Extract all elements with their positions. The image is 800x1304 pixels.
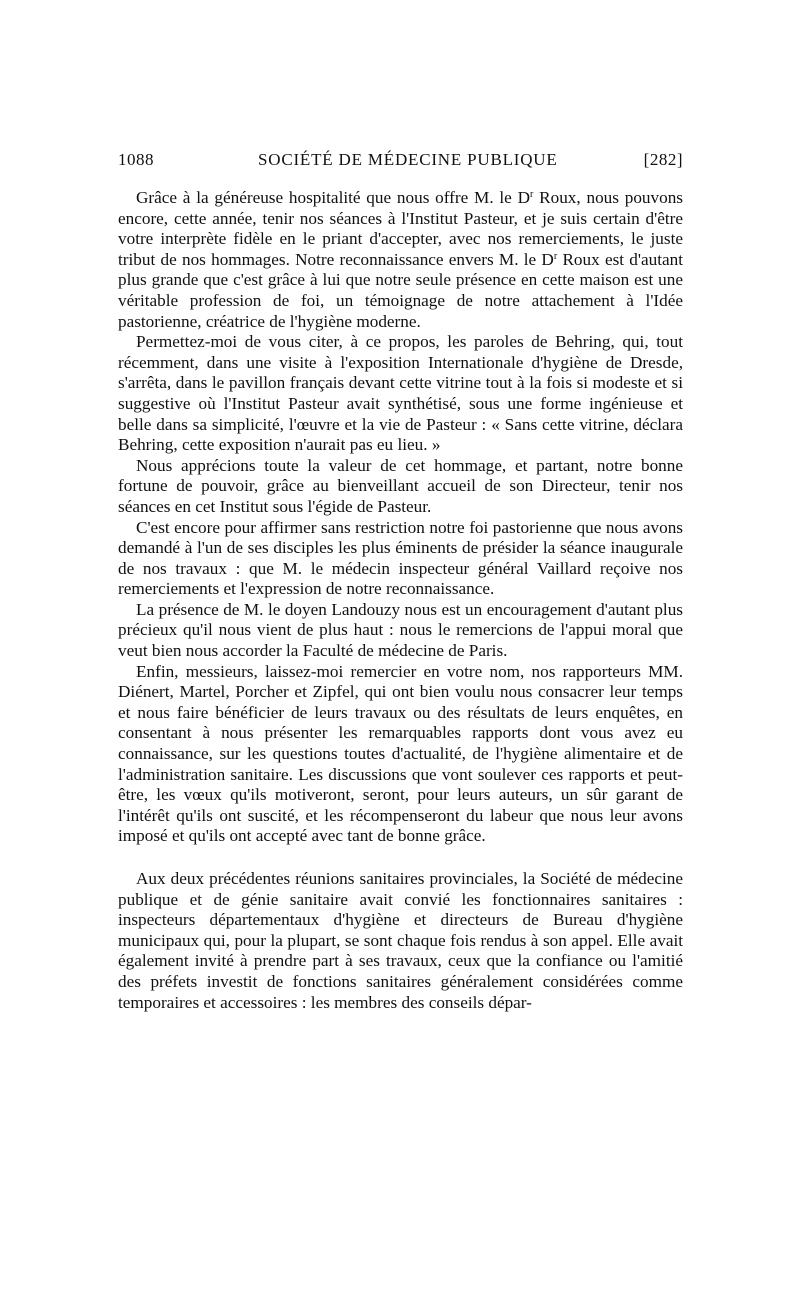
paragraph-3: Nous apprécions toute la valeur de cet hommage, et partant, notre bonne fortune de pouvoir, grâce au bienveillant accueil de son Directeur, tenir nos séances en cet Institut sous l'égide de Pasteur. — [118, 455, 683, 516]
paragraph-1 — [118, 188, 683, 332]
body-text — [118, 188, 683, 1013]
bracket-page-number: [282] — [643, 150, 683, 169]
section-gap — [118, 847, 683, 869]
paragraph-4: C'est encore pour affirmer sans restriction notre foi pastorienne que nous avons demandé à l'un de ses disciples les plus éminents de présider la séance inaugurale de nos travaux : que M. le médecin inspecteur général Vaillard reçoive nos remerciements et l'expression de notre reconnaissance. — [118, 517, 683, 599]
page-number: 1088 — [118, 150, 154, 169]
running-head — [118, 150, 683, 176]
journal-title: SOCIÉTÉ DE MÉDECINE PUBLIQUE — [258, 150, 558, 169]
paragraph-1-part-c: Roux est d'autant plus grande que c'est grâce à lui que notre seule présence en cette maison est une véritable profession de foi, un témoignage de notre attachement à l'Idée pastorienne, créatrice de l'hygiène moderne. — [118, 249, 683, 331]
book-page — [118, 150, 683, 1013]
paragraph-1-part-b: Roux, nous pouvons encore, cette année, tenir nos séances à l'Institut Pasteur, et je suis certain d'être votre interprète fidèle en le priant d'accepter, avec nos remerciements, le juste tribut de nos hommages. Notre reconnaissance envers M. le D — [118, 188, 683, 269]
superscript: r — [530, 189, 534, 200]
superscript: r — [553, 250, 558, 262]
paragraph-5: La présence de M. le doyen Landouzy nous est un encouragement d'autant plus précieux qu'il nous vient de plus haut : nous le remercions de l'appui moral que veut bien nous accorder la Faculté de médecine de Paris. — [118, 599, 683, 661]
paragraph-7: Aux deux précédentes réunions sanitaires provinciales, la Société de médecine publique et de génie sanitaire avait convié les fonctionnaires sanitaires : inspecteurs départementaux d'hygiène et directeurs de Bureau d'hygiène municipaux qui, pour la plupart, se sont chaque fois rendus à son appel. Elle avait également invité à prendre part à ses travaux, ceux que la confiance ou l'amitié des préfets investit de fonctions sanitaires généralement considérées comme temporaires et accessoires : les membres des conseils dépar- — [118, 869, 683, 1012]
paragraph-2: Permettez-moi de vous citer, à ce propos, les paroles de Behring, qui, tout récemment, dans une visite à l'exposition Internationale d'hygiène de Dresde, s'arrêta, dans le pavillon français devant cette vitrine tout à la fois si modeste et si suggestive où l'Institut Pasteur avait synthétisé, sous une forme ingénieuse et belle dans sa simplicité, l'œuvre et la vie de Pasteur : « Sans cette vitrine, déclara Behring, cette exposition n'aurait pas eu lieu. » — [118, 332, 683, 455]
paragraph-6: Enfin, messieurs, laissez-moi remercier en votre nom, nos rapporteurs MM. Diénert, Martel, Porcher et Zipfel, qui ont bien voulu nous consacrer leur temps et nous faire bénéficier de leurs travaux ou des résultats de leurs enquêtes, en consentant à nous présenter les remarquables rapports dont vous avez eu connaissance, sur les questions toutes d'actualité, de l'hygiène alimentaire et de l'administration sanitaire. Les discussions que vont soulever ces rapports et peut-être, les vœux qu'ils motiveront, seront, pour leurs auteurs, un sûr garant de l'intérêt qu'ils ont suscité, et les récompenseront du labeur que nous leur avons imposé et qu'ils ont accepté avec tant de bonne grâce. — [118, 661, 683, 846]
paragraph-1-part-a: Grâce à la généreuse hospitalité que nous offre M. le D — [136, 188, 531, 207]
